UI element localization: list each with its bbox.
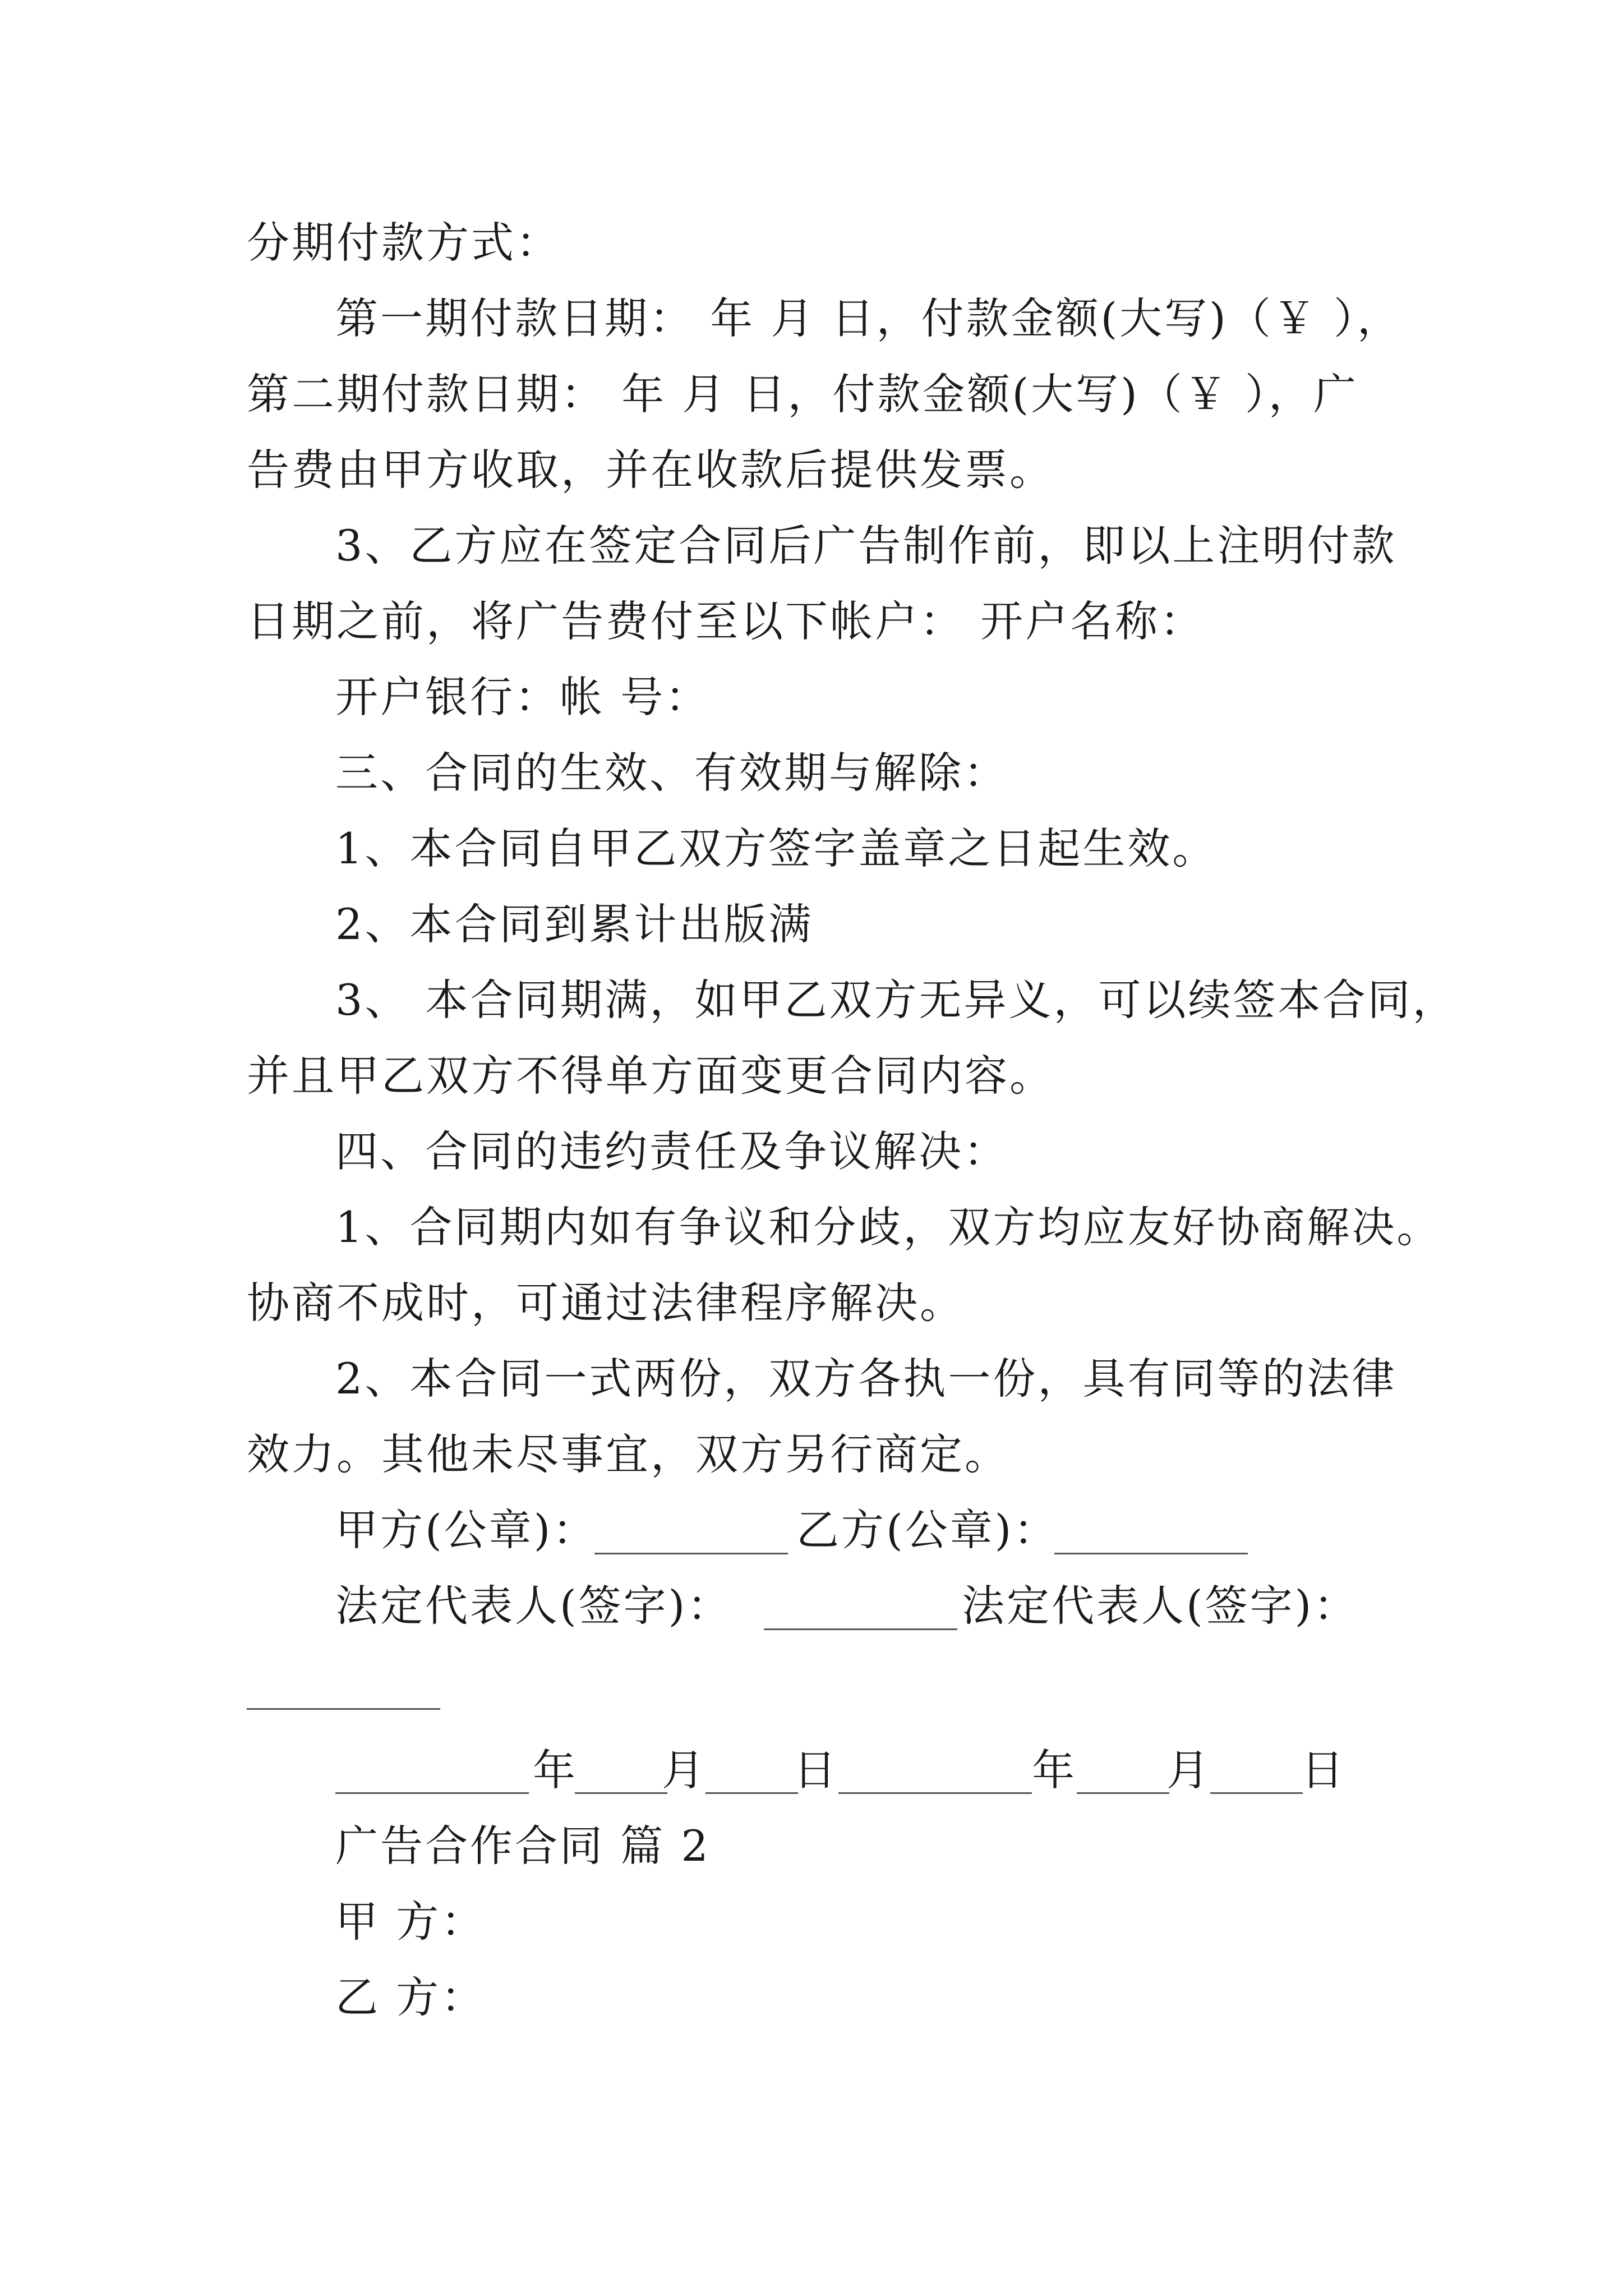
date-blank xyxy=(575,1792,667,1794)
date-blank xyxy=(1210,1792,1303,1794)
text-line: 3、乙方应在签定合同后广告制作前，即以上注明付款 xyxy=(335,521,1397,570)
text-line: 日期之前，将广告费付至以下帐户： 开户名称： xyxy=(247,596,1205,646)
signature-line xyxy=(247,1708,440,1710)
text-line: 1、本合同自甲乙双方签字盖章之日起生效。 xyxy=(335,823,1218,873)
section-heading: 三、合同的生效、有效期与解除： xyxy=(335,748,1008,798)
text-line: 第二期付款日期： 年 月 日，付款金额(大写)（￥ ），广 xyxy=(247,369,1358,419)
text-line: 告费由甲方收取，并在收款后提供发票。 xyxy=(247,445,1054,495)
signature-line xyxy=(764,1628,957,1630)
date-year-label: 年 xyxy=(1032,1745,1077,1795)
text-line: 1、合同期内如有争议和分歧，双方均应友好协商解决。 xyxy=(335,1202,1442,1252)
date-blank xyxy=(838,1792,1032,1794)
date-month-label: 月 xyxy=(662,1745,707,1795)
party-a-seal-label: 甲方(公章)： xyxy=(335,1505,598,1555)
section-heading: 四、合同的违约责任及争议解决： xyxy=(335,1126,1008,1176)
date-day-label: 日 xyxy=(794,1745,838,1795)
date-blank xyxy=(335,1792,529,1794)
text-line: 第一期付款日期： 年 月 日，付款金额(大写)（￥ ）， xyxy=(335,293,1402,343)
text-line: 效力。其他未尽事宜，双方另行商定。 xyxy=(247,1429,1009,1479)
text-line: 并且甲乙双方不得单方面变更合同内容。 xyxy=(247,1051,1054,1101)
party-a-label: 甲 方： xyxy=(335,1897,486,1947)
text-line: 2、本合同到累计出版满 xyxy=(335,899,814,949)
text-line: 2、本合同一式两份，双方各执一份，具有同等的法律 xyxy=(335,1354,1397,1404)
signature-line xyxy=(594,1553,788,1554)
party-b-label: 乙 方： xyxy=(335,1972,486,2022)
date-year-label: 年 xyxy=(533,1745,578,1795)
date-blank xyxy=(706,1792,798,1794)
date-blank xyxy=(1077,1792,1169,1794)
text-line: 开户银行：帐 号： xyxy=(335,672,711,722)
legal-rep-a-label: 法定代表人(签字)： xyxy=(335,1581,732,1631)
date-day-label: 日 xyxy=(1301,1745,1346,1795)
signature-line xyxy=(1054,1553,1248,1554)
text-line: 协商不成时，可通过法律程序解决。 xyxy=(247,1278,965,1328)
party-b-seal-label: 乙方(公章)： xyxy=(796,1505,1059,1555)
date-month-label: 月 xyxy=(1166,1745,1211,1795)
legal-rep-b-label: 法定代表人(签字)： xyxy=(962,1581,1359,1631)
section-title: 广告合作合同 篇 2 xyxy=(335,1821,711,1871)
text-line: 分期付款方式： xyxy=(247,218,561,268)
text-line: 3、 本合同期满，如甲乙双方无异义，可以续签本合同， xyxy=(335,975,1458,1025)
